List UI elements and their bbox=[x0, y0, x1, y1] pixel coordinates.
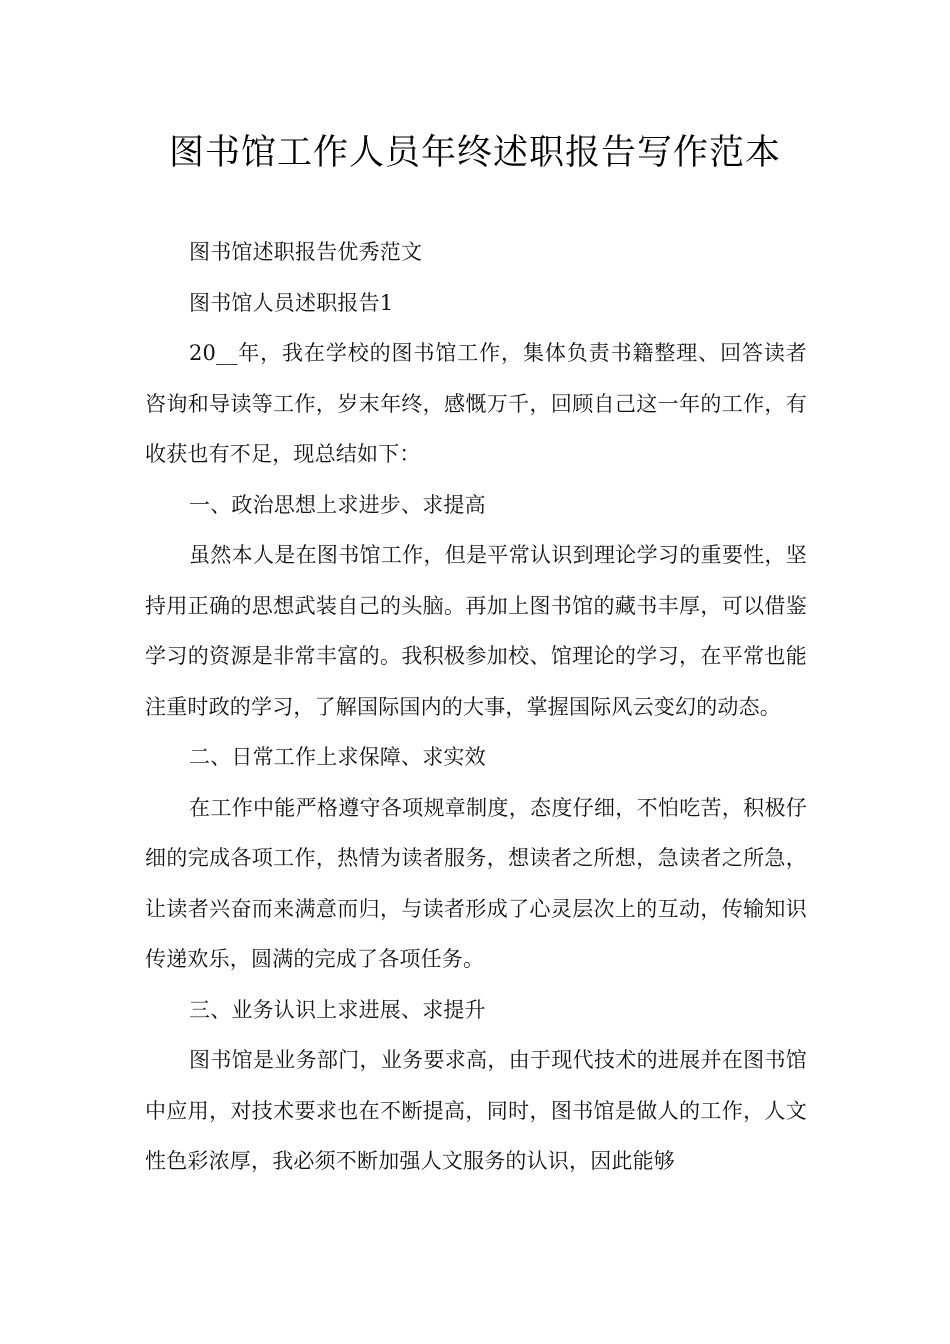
section-heading-1: 一、政治思想上求进步、求提高 bbox=[189, 492, 486, 517]
intro-paragraph: 20__年，我在学校的图书馆工作，集体负责书籍整理、回答读者咨询和导读等工作，岁末年终，感慨万千，回顾自己这一年的工作，有收获也有不足，现总结如下： bbox=[145, 341, 807, 466]
document-title: 图书馆工作人员年终述职报告写作范本 bbox=[168, 133, 781, 173]
subtitle-paragraph: 图书馆述职报告优秀范文 bbox=[189, 240, 423, 264]
section-heading-2: 二、日常工作上求保障、求实效 bbox=[189, 745, 486, 769]
section-body-1: 虽然本人是在图书馆工作，但是平常认识到理论学习的重要性，坚持用正确的思想武装自己的头脑。再加上图书馆的藏书丰厚，可以借鉴学习的资源是非常丰富的。我积极参加校、馆理论的学习，在平常也能注重时政的学习，了解国际国内的大事，掌握国际风云变幻的动态。 bbox=[145, 543, 807, 719]
section-body-2: 在工作中能严格遵守各项规章制度，态度仔细，不怕吃苦，积极仔细的完成各项工作，热情为读者服务，想读者之所想，急读者之所急，让读者兴奋而来满意而归，与读者形成了心灵层次上的互动，传输知识传递欢乐，圆满的完成了各项任务。 bbox=[145, 795, 807, 971]
section-heading-3: 三、业务认识上求进展、求提升 bbox=[189, 997, 486, 1022]
document-body bbox=[145, 227, 807, 1187]
section-body-3: 图书馆是业务部门，业务要求高，由于现代技术的进展并在图书馆中应用，对技术要求也在不断提高，同时，图书馆是做人的工作，人文性色彩浓厚，我必须不断加强人文服务的认识，因此能够 bbox=[145, 1048, 807, 1173]
report-heading: 图书馆人员述职报告1 bbox=[189, 290, 394, 315]
